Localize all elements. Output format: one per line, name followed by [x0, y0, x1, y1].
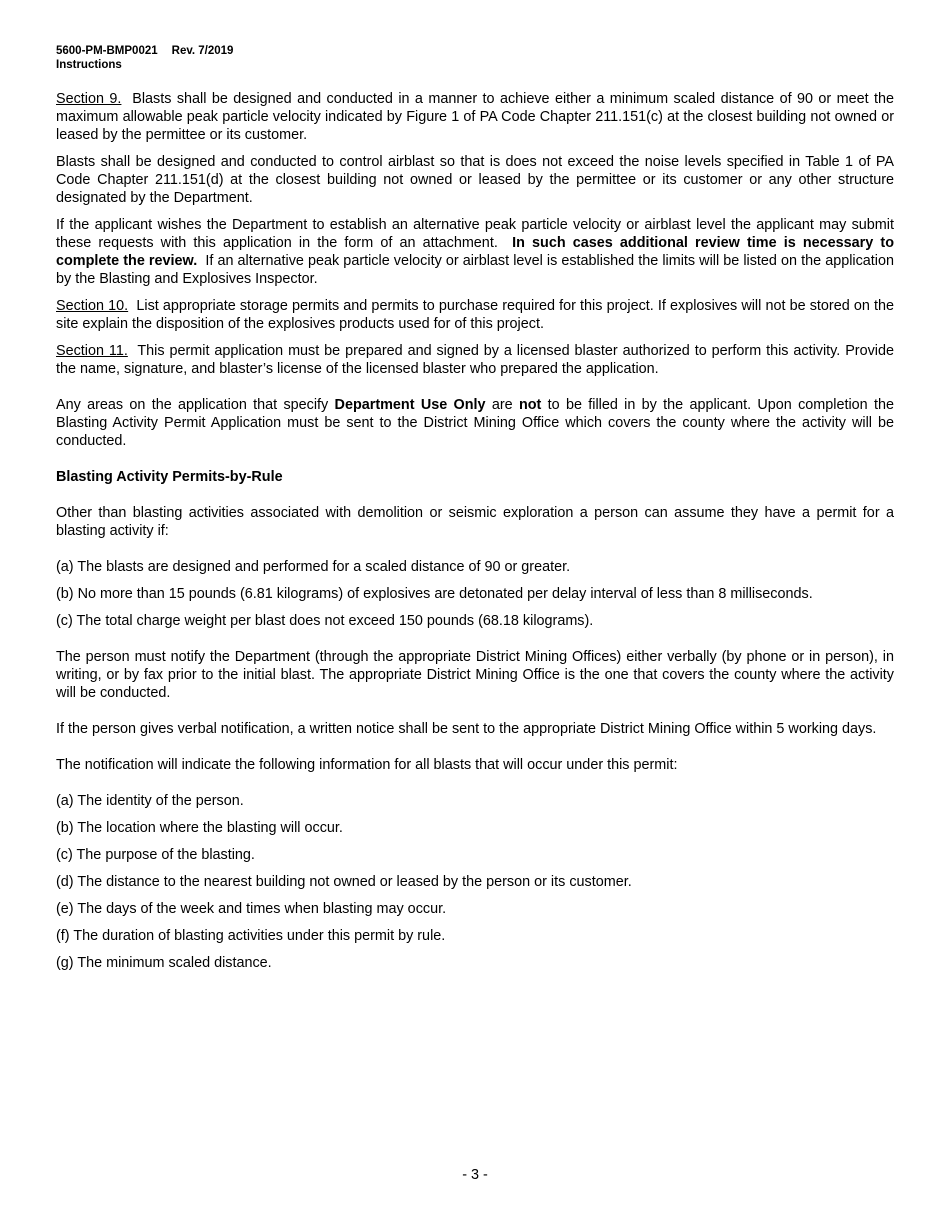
section9-paragraph3: [56, 216, 894, 288]
pbr-info-item-a: (a) The identity of the person.: [56, 793, 244, 809]
pbr-condition-b: (b) No more than 15 pounds (6.81 kilograms) of explosives are detonated per delay interval of less than 8 milliseconds.: [56, 586, 813, 602]
document-page: [56, 44, 894, 972]
form-id: 5600-PM-BMP0021: [56, 45, 158, 57]
pbr-condition-a: (a) The blasts are designed and performed for a scaled distance of 90 or greater.: [56, 559, 571, 575]
doc-type: Instructions: [56, 59, 122, 71]
section9-paragraph2: Blasts shall be designed and conducted to control airblast so that is does not exceed the noise levels specified in Table 1 of PA Code Chapter 211.151(d) at the closest building not owned or leased by the permittee or its customer or any other structure designated by the Department.: [56, 154, 894, 206]
section9-paragraph1: [56, 90, 894, 144]
dept-use-bold2: not: [518, 397, 542, 413]
pbr-info-item-b: (b) The location where the blasting will occur.: [56, 820, 343, 836]
pbr-condition-c: (c) The total charge weight per blast does not exceed 150 pounds (68.18 kilograms).: [56, 613, 594, 629]
page-number: - 3 -: [462, 1167, 488, 1183]
section11-paragraph: [56, 342, 894, 378]
section9-text1: Blasts shall be designed and conducted in a manner to achieve either a minimum scaled distance of 90 or meet the maximum allowable peak particle velocity indicated by Figure 1 of PA Code Chapter 211.151(c) at the closest building not owned or leased by the permittee or its customer.: [56, 91, 895, 143]
pbr-info-item-c: (c) The purpose of the blasting.: [56, 847, 255, 863]
section9-p3-text-b: If an alternative peak particle velocity or airblast level is established the limits will be listed on the application by the Blasting and Explosives Inspector.: [56, 253, 895, 287]
department-use-paragraph: [56, 396, 894, 450]
section11-label: Section 11.: [56, 343, 128, 359]
dept-use-bold1: Department Use Only: [334, 397, 486, 413]
pbr-info-item-f: (f) The duration of blasting activities under this permit by rule.: [56, 928, 446, 944]
section10-label: Section 10.: [56, 298, 129, 314]
section10-text: List appropriate storage permits and permits to purchase required for this project. If explosives will not be stored on the site explain the disposition of the explosives products used for of this project.: [56, 298, 894, 332]
pbr-info-intro: The notification will indicate the following information for all blasts that will occur under this permit:: [56, 757, 678, 773]
dept-use-text2: are: [491, 397, 513, 413]
section10-paragraph: [56, 297, 894, 333]
section11-text: This permit application must be prepared and signed by a licensed blaster authorized to perform this activity. Provide the name, signature, and blaster’s license of the licensed blaster who prepared the application.: [56, 343, 894, 377]
section9-p3-text-a: If the applicant wishes the Department to establish an alternative peak particle velocity or airblast level the applicant may submit these requests with this application in the form of an attachment.: [56, 217, 894, 251]
form-id-line: [56, 44, 894, 58]
pbr-info-item-g: (g) The minimum scaled distance.: [56, 955, 272, 971]
pbr-intro: Other than blasting activities associated with demolition or seismic exploration a person can assume they have a permit for a blasting activity if:: [56, 505, 894, 539]
pbr-notify-paragraph: The person must notify the Department (through the appropriate District Mining Offices) either verbally (by phone or in person), in writing, or by fax prior to the initial blast. The appropriate District Mining Office is the one that covers the county where the activity will be conducted.: [56, 649, 894, 701]
dept-use-text1: Any areas on the application that specify: [56, 397, 329, 413]
section9-label: Section 9.: [56, 91, 122, 107]
revision: Rev. 7/2019: [171, 45, 234, 57]
pbr-info-item-e: (e) The days of the week and times when blasting may occur.: [56, 901, 447, 917]
pbr-verbal-paragraph: If the person gives verbal notification, a written notice shall be sent to the appropriate District Mining Office within 5 working days.: [56, 721, 877, 737]
pbr-heading: Blasting Activity Permits-by-Rule: [56, 469, 283, 485]
section9-p3-bold: In such cases additional review time is necessary to complete the review.: [56, 235, 894, 269]
document-header: [56, 44, 894, 72]
dept-use-text3: to be filled in by the applicant. Upon completion the Blasting Activity Permit Application must be sent to the District Mining Office which covers the county where the activity will be conducted.: [56, 397, 894, 449]
pbr-info-item-d: (d) The distance to the nearest building not owned or leased by the person or its customer.: [56, 874, 632, 890]
